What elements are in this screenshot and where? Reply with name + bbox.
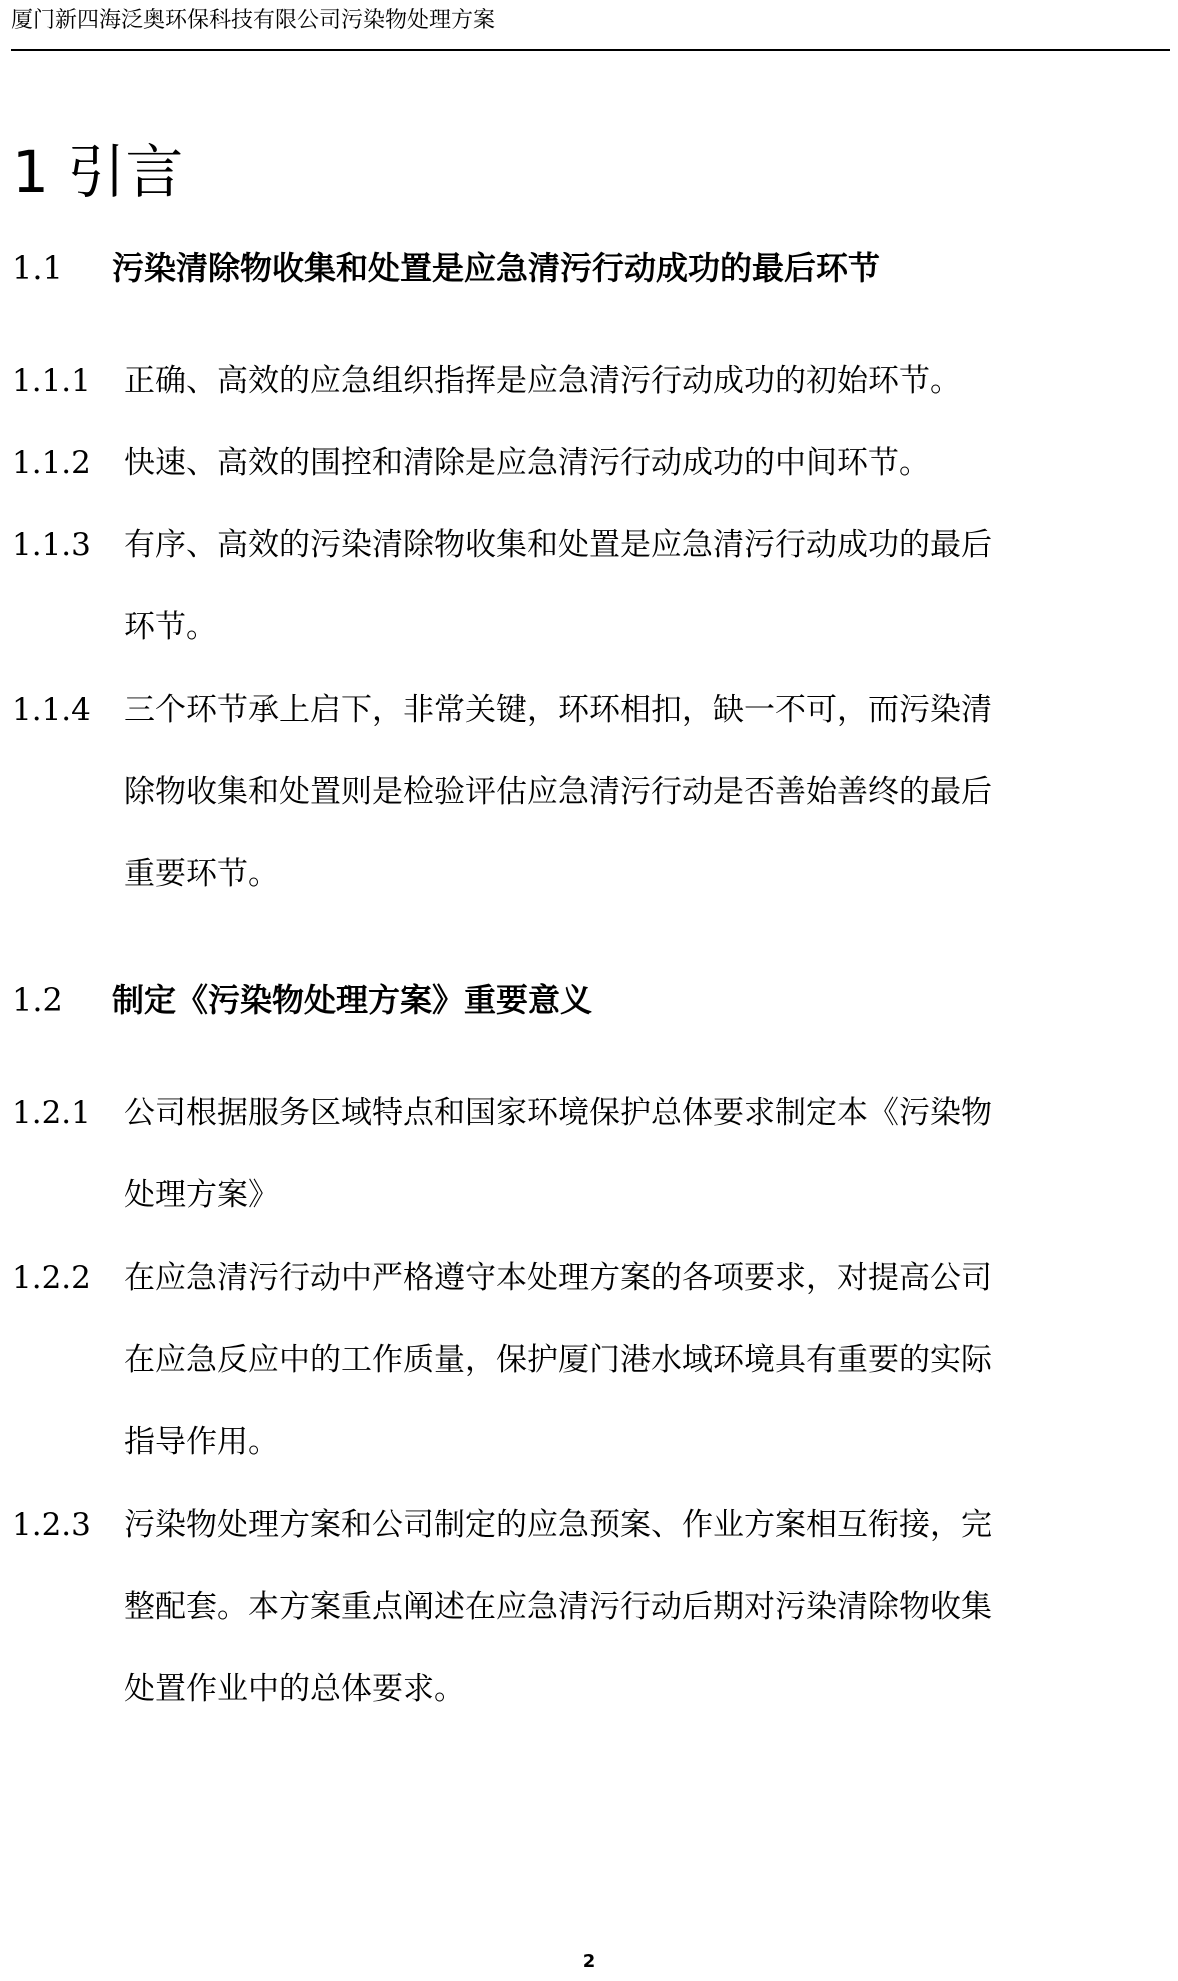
section-title: 制定《污染物处理方案》重要意义 xyxy=(112,981,593,1019)
clause-number: 1.1.2 xyxy=(12,445,91,481)
clause-text-line: 有序、高效的污染清除物收集和处置是应急清污行动成功的最后 xyxy=(124,527,992,563)
clause-1-2-1 xyxy=(12,1093,1172,1215)
clause-number: 1.2.3 xyxy=(12,1507,91,1543)
clause-text-line: 处置作业中的总体要求。 xyxy=(124,1671,465,1707)
section-number: 1.2 xyxy=(12,981,63,1019)
clause-text-line: 污染物处理方案和公司制定的应急预案、作业方案相互衔接，完 xyxy=(124,1507,992,1543)
clause-text-line: 公司根据服务区域特点和国家环境保护总体要求制定本《污染物 xyxy=(124,1095,992,1131)
clause-text-line: 除物收集和处置则是检验评估应急清污行动是否善始善终的最后 xyxy=(124,774,992,810)
clause-text-line: 指导作用。 xyxy=(124,1424,279,1460)
clause-number: 1.1.1 xyxy=(12,363,91,399)
section-number: 1.1 xyxy=(12,249,63,287)
clause-number: 1.2.2 xyxy=(12,1260,91,1296)
page-header: 厦门新四海泛奥环保科技有限公司污染物处理方案 xyxy=(11,8,496,33)
clause-1-1-2 xyxy=(12,443,1172,483)
clause-1-1-1 xyxy=(12,361,1172,401)
chapter-title: 1 引言 xyxy=(12,137,184,206)
clause-text-line: 重要环节。 xyxy=(124,856,279,892)
section-heading-1-2 xyxy=(12,978,592,1022)
clause-text-line: 三个环节承上启下，非常关键，环环相扣，缺一不可，而污染清 xyxy=(124,692,992,728)
clause-number: 1.1.3 xyxy=(12,527,91,563)
page-number: 2 xyxy=(582,1951,596,1972)
clause-text-line: 快速、高效的围控和清除是应急清污行动成功的中间环节。 xyxy=(124,445,930,481)
clause-text-line: 在应急清污行动中严格遵守本处理方案的各项要求，对提高公司 xyxy=(124,1260,992,1296)
clause-1-1-4 xyxy=(12,690,1172,894)
clause-text-line: 正确、高效的应急组织指挥是应急清污行动成功的初始环节。 xyxy=(124,363,961,399)
clause-text-line: 处理方案》 xyxy=(124,1177,279,1213)
clause-1-2-2 xyxy=(12,1258,1172,1462)
clause-number: 1.1.4 xyxy=(12,692,91,728)
section-heading-1-1 xyxy=(12,246,880,290)
clause-1-2-3 xyxy=(12,1505,1172,1709)
section-title: 污染清除物收集和处置是应急清污行动成功的最后环节 xyxy=(112,249,881,287)
clause-number: 1.2.1 xyxy=(12,1095,91,1131)
clause-text-line: 整配套。本方案重点阐述在应急清污行动后期对污染清除物收集 xyxy=(124,1589,992,1625)
clause-1-1-3 xyxy=(12,525,1172,647)
clause-text-line: 环节。 xyxy=(124,609,217,645)
header-rule xyxy=(11,49,1170,51)
clause-text-line: 在应急反应中的工作质量，保护厦门港水域环境具有重要的实际 xyxy=(124,1342,992,1378)
